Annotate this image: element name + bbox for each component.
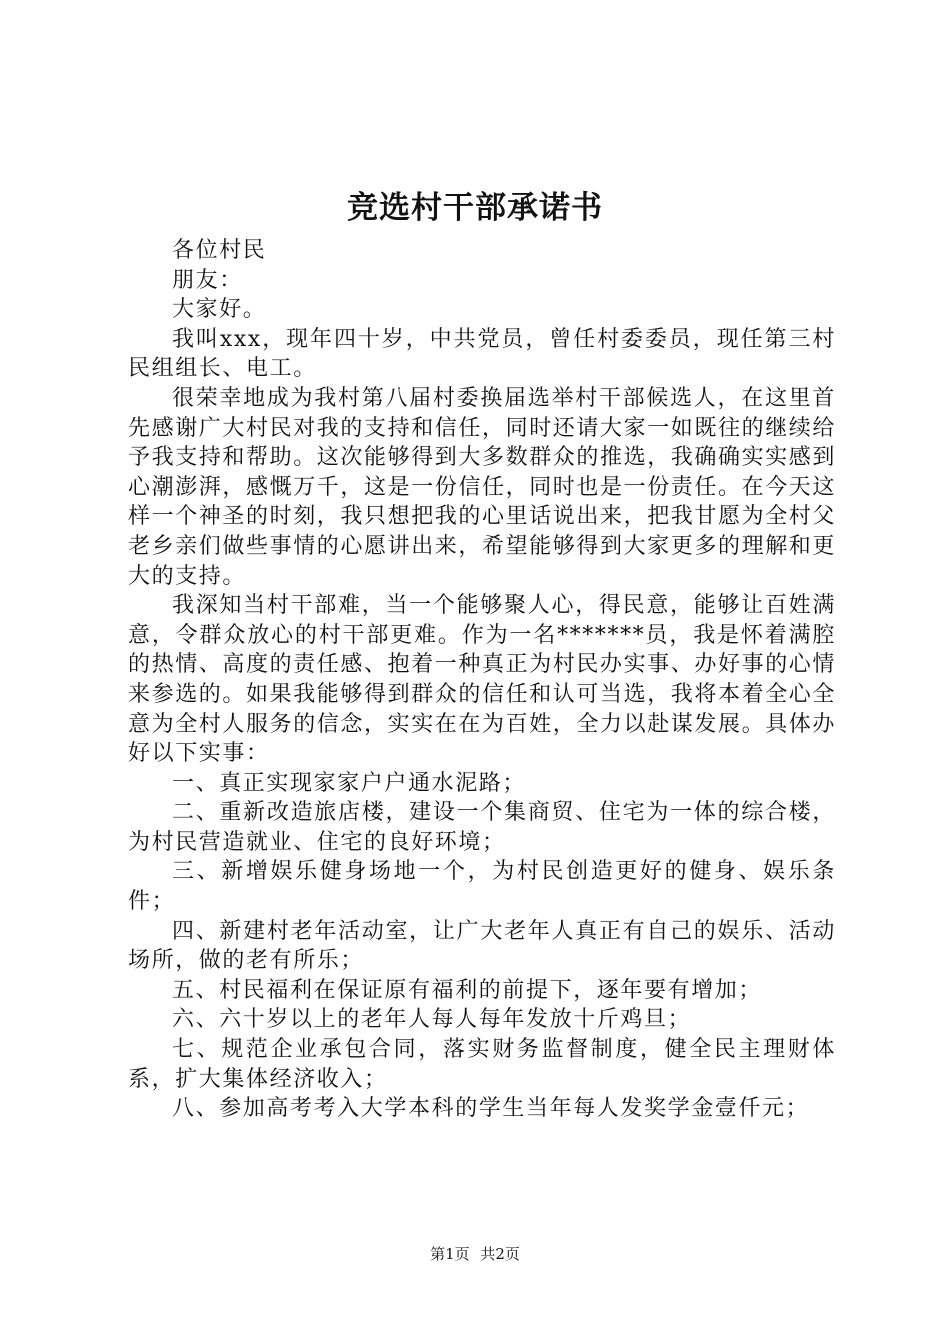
promise-item-2: 二、重新改造旅店楼，建设一个集商贸、住宅为一体的综合楼，为村民营造就业、住宅的良好环境； [128, 800, 836, 855]
page-total: 共2页 [480, 1245, 520, 1263]
salutation-line-1: 各位村民 [172, 238, 267, 263]
promise-item-7: 七、规范企业承包合同，落实财务监督制度，健全民主理财体系，扩大集体经济收入； [128, 1037, 836, 1092]
document-body [128, 236, 836, 1124]
promise-item-4: 四、新建村老年活动室，让广大老年人真正有自己的娱乐、活动场所，做的老有所乐； [128, 918, 836, 974]
page-footer [0, 1244, 950, 1264]
paragraph-thanks: 很荣幸地成为我村第八届村委换届选举村干部候选人，在这里首先感谢广大村民对我的支持和信任，同时还请大家一如既往的继续给予我支持和帮助。这次能够得到大多数群众的推选，我确确实实感到心潮澎湃，感慨万千，这是一份信任，同时也是一份责任。在今天这样一个神圣的时刻，我只想把我的心里话说出来，把我甘愿为全村父老乡亲们做些事情的心愿讲出来，希望能够得到大家更多的理解和更大的支持。 [128, 385, 837, 589]
promise-item-8: 八、参加高考考入大学本科的学生当年每人发奖学金壹仟元； [172, 1096, 810, 1122]
promise-item-6: 六、六十岁以上的老年人每人每年发放十斤鸡旦； [172, 1007, 692, 1033]
page-number: 第1页 [430, 1245, 470, 1263]
promise-item-3: 三、新增娱乐健身场地一个，为村民创造更好的健身、娱乐条件； [128, 859, 836, 915]
self-introduction: 我叫xxx，现年四十岁，中共党员，曾任村委委员，现任第三村民组组长、电工。 [128, 326, 836, 382]
greeting: 大家好。 [172, 297, 267, 323]
promise-item-1: 一、真正实现家家户户通水泥路； [172, 770, 527, 796]
document-title: 竞选村干部承诺书 [347, 190, 603, 226]
salutation-line-2: 朋友： [172, 267, 243, 293]
promise-item-5: 五、村民福利在保证原有福利的前提下，逐年要有增加； [172, 977, 763, 1003]
paragraph-commitment: 我深知当村干部难，当一个能够聚人心，得民意，能够让百姓满意，令群众放心的村干部更难。作为一名*******员，我是怀着满腔的热情、高度的责任感、抱着一种真正为村民办实事、办好事的心情来参选的。如果我能够得到群众的信任和认可当选，我将本着全心全意为全村人服务的信念，实实在在为百姓，全力以赴谋发展。具体办好以下实事： [128, 593, 837, 767]
